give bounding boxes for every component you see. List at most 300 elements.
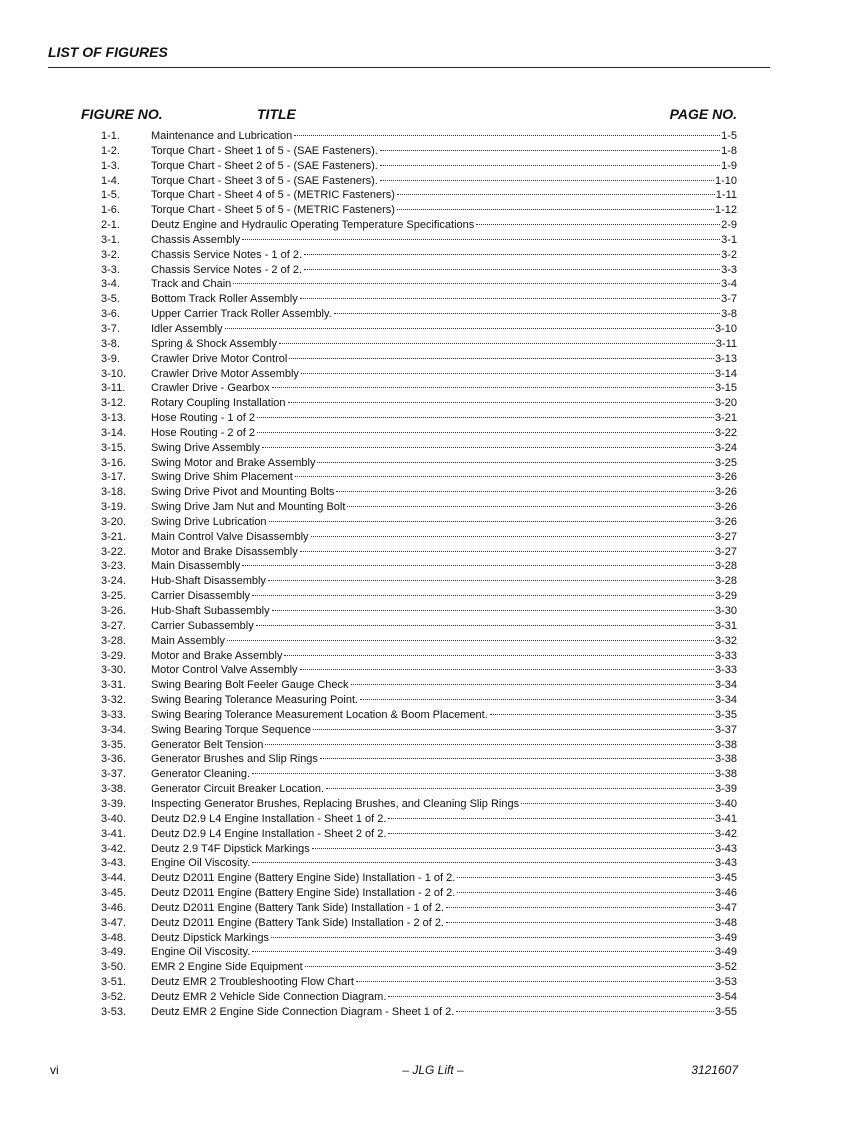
dot-leader xyxy=(300,551,714,552)
figure-entry[interactable] xyxy=(0,292,866,307)
figure-title: Deutz D2.9 L4 Engine Installation - Sheet 2 of 2. xyxy=(151,827,387,840)
figure-number: 3-19. xyxy=(101,501,127,514)
figure-title: Carrier Subassembly xyxy=(151,619,254,632)
figure-number: 3-29. xyxy=(101,649,127,662)
dot-leader xyxy=(288,402,714,403)
figure-number: 3-4. xyxy=(101,278,120,291)
figure-entry[interactable] xyxy=(0,916,866,931)
figure-title: Torque Chart - Sheet 3 of 5 - (SAE Fasteners). xyxy=(151,174,378,187)
figure-page-number: 3-22 xyxy=(714,426,737,439)
figure-entry[interactable] xyxy=(0,203,866,218)
figure-entry[interactable] xyxy=(0,990,866,1005)
figure-entry[interactable] xyxy=(0,782,866,797)
figure-number: 3-31. xyxy=(101,679,127,692)
dot-leader xyxy=(269,521,714,522)
figure-title: Swing Bearing Tolerance Measurement Location & Boom Placement. xyxy=(151,708,488,721)
figure-page-number: 1-8 xyxy=(721,144,737,157)
figure-page-number: 1-5 xyxy=(721,130,737,142)
figure-number: 3-11. xyxy=(101,382,126,395)
figure-title: Chassis Assembly xyxy=(151,233,241,246)
dot-leader xyxy=(284,655,714,656)
figure-entry-line xyxy=(151,827,737,842)
figure-title: Motor and Brake Assembly xyxy=(151,649,283,662)
figure-number: 3-48. xyxy=(101,931,127,944)
dot-leader xyxy=(242,239,720,240)
figure-page-number: 3-28 xyxy=(714,575,737,588)
dot-leader xyxy=(380,150,720,151)
figure-entry-line xyxy=(151,693,737,708)
figure-entry-line xyxy=(151,174,737,189)
figure-entry-line xyxy=(151,975,737,990)
figure-entry-line xyxy=(151,322,737,337)
dot-leader xyxy=(265,744,714,745)
figure-title: Chassis Service Notes - 1 of 2. xyxy=(151,248,303,261)
figure-page-number: 3-34 xyxy=(714,694,737,707)
figure-entry[interactable] xyxy=(0,856,866,871)
dot-leader xyxy=(257,417,714,418)
figure-entry[interactable] xyxy=(0,307,866,322)
figure-entry-line xyxy=(151,663,737,678)
figure-page-number: 3-21 xyxy=(714,412,737,425)
figure-entry[interactable] xyxy=(0,619,866,634)
figure-title: Swing Bearing Torque Sequence xyxy=(151,723,312,736)
dot-leader xyxy=(521,803,714,804)
figure-title: Deutz EMR 2 Vehicle Side Connection Diagram. xyxy=(151,990,387,1003)
dot-leader xyxy=(242,565,714,566)
page-section-title: LIST OF FIGURES xyxy=(48,44,168,60)
dot-leader xyxy=(252,773,714,774)
figure-entry[interactable] xyxy=(0,827,866,842)
figure-entry-line xyxy=(151,678,737,693)
figure-entry[interactable] xyxy=(0,752,866,767)
figure-number: 3-7. xyxy=(101,322,120,335)
figure-page-number: 3-45 xyxy=(714,872,737,885)
figure-page-number: 3-39 xyxy=(714,783,737,796)
figure-page-number: 3-53 xyxy=(714,976,737,989)
figure-page-number: 3-15 xyxy=(714,382,737,395)
figure-page-number: 3-40 xyxy=(714,797,737,810)
figure-entry-line xyxy=(151,649,737,664)
figure-entry[interactable] xyxy=(0,604,866,619)
figure-number: 1-2. xyxy=(101,144,120,157)
figure-entry-line xyxy=(151,782,737,797)
dot-leader xyxy=(313,729,714,730)
figure-page-number: 3-38 xyxy=(714,768,737,781)
figure-entry-line xyxy=(151,901,737,916)
figure-entry-line xyxy=(151,203,737,218)
figure-number: 3-16. xyxy=(101,456,127,469)
dot-leader xyxy=(272,387,714,388)
figure-number: 3-44. xyxy=(101,872,127,885)
figure-entry-line xyxy=(151,960,737,975)
title-heading: TITLE xyxy=(257,106,296,122)
figure-title: Torque Chart - Sheet 2 of 5 - (SAE Fasteners). xyxy=(151,159,378,172)
figure-number: 3-9. xyxy=(101,352,120,365)
figure-number: 3-45. xyxy=(101,887,127,900)
dot-leader xyxy=(334,313,720,314)
figure-entry-line xyxy=(151,218,737,233)
figure-entry-line xyxy=(151,515,737,530)
figure-number: 3-38. xyxy=(101,783,127,796)
dot-leader xyxy=(300,669,714,670)
figure-page-number: 3-43 xyxy=(714,857,737,870)
dot-leader xyxy=(268,580,714,581)
figure-number: 3-6. xyxy=(101,308,120,321)
figure-title: Swing Bearing Bolt Feeler Gauge Check xyxy=(151,679,349,692)
dot-leader xyxy=(326,788,714,789)
figure-number: 3-21. xyxy=(101,530,127,543)
dot-leader xyxy=(304,269,720,270)
figure-page-number: 3-33 xyxy=(714,649,737,662)
figure-entry-line xyxy=(151,886,737,901)
figure-title: Hub-Shaft Disassembly xyxy=(151,575,266,588)
figure-title: Chassis Service Notes - 2 of 2. xyxy=(151,263,303,276)
figure-entry-line xyxy=(151,1005,737,1020)
figure-entry[interactable] xyxy=(0,797,866,812)
figure-entry[interactable] xyxy=(0,337,866,352)
figure-entry-line xyxy=(151,337,737,352)
figure-page-number: 3-27 xyxy=(714,545,737,558)
dot-leader xyxy=(397,209,714,210)
figure-page-number: 3-47 xyxy=(714,901,737,914)
figure-title: Inspecting Generator Brushes, Replacing Brushes, and Cleaning Slip Rings xyxy=(151,797,520,810)
figure-title: Spring & Shock Assembly xyxy=(151,337,277,350)
footer-brand: – JLG Lift – xyxy=(402,1063,464,1077)
figure-page-number: 3-14 xyxy=(714,367,737,380)
figure-entry[interactable] xyxy=(0,931,866,946)
figure-title: Deutz EMR 2 Troubleshooting Flow Chart xyxy=(151,976,354,989)
figure-entry[interactable] xyxy=(0,129,866,144)
figure-title: Deutz Engine and Hydraulic Operating Temperature Specifications xyxy=(151,219,475,232)
figure-entry[interactable] xyxy=(0,945,866,960)
figure-number: 3-13. xyxy=(101,412,127,425)
figure-entry[interactable] xyxy=(0,545,866,560)
figure-entry[interactable] xyxy=(0,174,866,189)
dot-leader xyxy=(351,684,714,685)
figure-entry[interactable] xyxy=(0,723,866,738)
dot-leader xyxy=(227,640,714,641)
dot-leader xyxy=(320,758,714,759)
figure-page-number: 3-25 xyxy=(714,456,737,469)
figure-number: 3-27. xyxy=(101,619,127,632)
figure-number: 3-53. xyxy=(101,1005,127,1018)
figure-entry[interactable] xyxy=(0,441,866,456)
figure-title: Main Disassembly xyxy=(151,560,241,573)
footer-page-number: vi xyxy=(50,1063,59,1077)
figure-number: 3-14. xyxy=(101,426,127,439)
figure-title: Deutz D2011 Engine (Battery Engine Side) Installation - 1 of 2. xyxy=(151,872,456,885)
figure-page-number: 3-11 xyxy=(715,337,737,350)
dot-leader xyxy=(360,699,714,700)
figure-entry[interactable] xyxy=(0,767,866,782)
figure-entry-line xyxy=(151,589,737,604)
figure-page-number: 3-54 xyxy=(714,990,737,1003)
dot-leader xyxy=(301,373,714,374)
dot-leader xyxy=(457,892,714,893)
dot-leader xyxy=(262,447,714,448)
figure-page-number: 3-8 xyxy=(721,308,737,321)
figure-number: 1-1. xyxy=(101,130,120,142)
dot-leader xyxy=(380,165,720,166)
figure-entry-line xyxy=(151,188,737,203)
figure-number: 3-26. xyxy=(101,605,127,617)
figure-entry-line xyxy=(151,871,737,886)
figure-entry[interactable] xyxy=(0,901,866,916)
dot-leader xyxy=(252,951,714,952)
figure-entry[interactable] xyxy=(0,456,866,471)
figure-number: 3-24. xyxy=(101,575,127,588)
figure-title: Deutz Dipstick Markings xyxy=(151,931,269,944)
figure-title: Upper Carrier Track Roller Assembly. xyxy=(151,308,332,321)
figure-page-number: 3-26 xyxy=(714,471,737,484)
figure-entry-line xyxy=(151,277,737,292)
figure-entry-line xyxy=(151,945,737,960)
figure-number: 3-42. xyxy=(101,842,127,855)
figure-entry[interactable] xyxy=(0,842,866,857)
figure-page-number: 3-4 xyxy=(721,278,737,291)
figure-title: Maintenance and Lubrication xyxy=(151,130,293,142)
figure-page-number: 3-42 xyxy=(714,827,737,840)
figure-page-number: 1-11 xyxy=(715,189,737,202)
figure-page-number: 3-52 xyxy=(714,961,737,974)
figure-page-number: 3-48 xyxy=(714,916,737,929)
figure-title: Swing Drive Jam Nut and Mounting Bolt xyxy=(151,501,346,514)
dot-leader xyxy=(397,194,715,195)
figure-entry[interactable] xyxy=(0,738,866,753)
figure-entry[interactable] xyxy=(0,975,866,990)
figure-title: Main Control Valve Disassembly xyxy=(151,530,309,543)
figure-entry[interactable] xyxy=(0,663,866,678)
figure-entry[interactable] xyxy=(0,367,866,382)
figure-page-number: 3-3 xyxy=(721,263,737,276)
figure-number: 3-51. xyxy=(101,976,127,989)
figure-number: 3-39. xyxy=(101,797,127,810)
figure-entry[interactable] xyxy=(0,708,866,723)
figure-title: Swing Bearing Tolerance Measuring Point. xyxy=(151,694,359,707)
figure-entry-line xyxy=(151,797,737,812)
figure-entry[interactable] xyxy=(0,322,866,337)
figure-entry[interactable] xyxy=(0,396,866,411)
figure-entry-line xyxy=(151,634,737,649)
figure-entry[interactable] xyxy=(0,693,866,708)
figure-entry[interactable] xyxy=(0,500,866,515)
figure-title: Generator Brushes and Slip Rings xyxy=(151,753,318,766)
dot-leader xyxy=(312,848,714,849)
figure-number: 3-10. xyxy=(101,367,127,380)
figure-entry-line xyxy=(151,767,737,782)
figure-entry-line xyxy=(151,263,737,278)
dot-leader xyxy=(295,476,714,477)
figure-page-number: 3-49 xyxy=(714,931,737,944)
figure-title: Deutz D2.9 L4 Engine Installation - Sheet 1 of 2. xyxy=(151,812,387,825)
figure-entry[interactable] xyxy=(0,233,866,248)
figure-page-number: 3-30 xyxy=(714,605,737,617)
figure-number: 3-34. xyxy=(101,723,127,736)
figure-number: 3-49. xyxy=(101,946,127,959)
figure-title: Motor Control Valve Assembly xyxy=(151,664,298,677)
figure-title: Swing Drive Shim Placement xyxy=(151,471,293,484)
figure-title: Track and Chain xyxy=(151,278,232,291)
figure-page-number: 3-28 xyxy=(714,560,737,573)
figure-entry[interactable] xyxy=(0,159,866,174)
figure-entry[interactable] xyxy=(0,960,866,975)
dot-leader xyxy=(294,135,720,136)
figure-title: Swing Motor and Brake Assembly xyxy=(151,456,316,469)
figure-page-number: 1-12 xyxy=(714,204,737,217)
figure-entry[interactable] xyxy=(0,574,866,589)
figure-entry-line xyxy=(151,530,737,545)
figure-title: Idler Assembly xyxy=(151,322,223,335)
dot-leader xyxy=(356,981,714,982)
figure-title: Generator Belt Tension xyxy=(151,738,264,751)
figure-entry[interactable] xyxy=(0,188,866,203)
figure-entry[interactable] xyxy=(0,1005,866,1020)
figure-entry[interactable] xyxy=(0,886,866,901)
page-no-heading: PAGE NO. xyxy=(669,106,737,122)
figure-entry[interactable] xyxy=(0,470,866,485)
figure-page-number: 3-27 xyxy=(714,530,737,543)
figure-entry[interactable] xyxy=(0,515,866,530)
figure-number: 3-23. xyxy=(101,560,127,573)
figure-entry[interactable] xyxy=(0,411,866,426)
figure-page-number: 2-9 xyxy=(721,219,737,232)
figure-entry-line xyxy=(151,441,737,456)
figure-entry[interactable] xyxy=(0,649,866,664)
dot-leader xyxy=(252,595,714,596)
dot-leader xyxy=(305,966,714,967)
figure-page-number: 3-10 xyxy=(714,322,737,335)
figure-page-number: 3-37 xyxy=(714,723,737,736)
figure-number: 3-40. xyxy=(101,812,127,825)
figure-entry-line xyxy=(151,233,737,248)
figure-entry[interactable] xyxy=(0,218,866,233)
dot-leader xyxy=(457,877,714,878)
dot-leader xyxy=(233,283,720,284)
figure-entry-line xyxy=(151,738,737,753)
footer-doc-number: 3121607 xyxy=(691,1063,738,1077)
dot-leader xyxy=(272,610,714,611)
figure-entry[interactable] xyxy=(0,589,866,604)
figure-entry-line xyxy=(151,381,737,396)
figure-number: 3-3. xyxy=(101,263,120,276)
figure-entry[interactable] xyxy=(0,812,866,827)
figure-entry[interactable] xyxy=(0,485,866,500)
figure-page-number: 1-9 xyxy=(721,159,737,172)
figure-title: Crawler Drive - Gearbox xyxy=(151,382,270,395)
figure-title: Deutz EMR 2 Engine Side Connection Diagram - Sheet 1 of 2. xyxy=(151,1005,455,1018)
figure-entry[interactable] xyxy=(0,559,866,574)
figure-title: EMR 2 Engine Side Equipment xyxy=(151,961,303,974)
figure-title: Swing Drive Pivot and Mounting Bolts xyxy=(151,486,335,499)
figure-number: 3-15. xyxy=(101,441,127,454)
figure-number: 3-43. xyxy=(101,857,127,870)
dot-leader xyxy=(388,833,714,834)
figure-page-number: 3-26 xyxy=(714,486,737,499)
figure-entry-line xyxy=(151,248,737,263)
figure-title: Engine Oil Viscosity. xyxy=(151,946,251,959)
dot-leader xyxy=(446,922,714,923)
figure-number: 1-3. xyxy=(101,159,120,172)
figure-page-number: 3-34 xyxy=(714,679,737,692)
figure-number: 2-1. xyxy=(101,219,120,232)
figure-entry-line xyxy=(151,470,737,485)
dot-leader xyxy=(336,491,714,492)
dot-leader xyxy=(456,1011,714,1012)
figure-number: 3-12. xyxy=(101,397,127,410)
figure-number: 3-50. xyxy=(101,961,127,974)
dot-leader xyxy=(317,462,714,463)
dot-leader xyxy=(279,343,715,344)
figure-entry-line xyxy=(151,559,737,574)
figure-entry[interactable] xyxy=(0,871,866,886)
figure-page-number: 3-38 xyxy=(714,738,737,751)
dot-leader xyxy=(380,180,714,181)
figure-entry-line xyxy=(151,292,737,307)
dot-leader xyxy=(252,862,714,863)
figure-page-number: 3-26 xyxy=(714,501,737,514)
dot-leader xyxy=(476,224,720,225)
figure-entry-line xyxy=(151,456,737,471)
figure-number: 3-17. xyxy=(101,471,127,484)
dot-leader xyxy=(289,358,714,359)
figure-title: Carrier Disassembly xyxy=(151,590,251,603)
figure-entry-line xyxy=(151,752,737,767)
dot-leader xyxy=(257,432,714,433)
figure-entry-line xyxy=(151,307,737,322)
figure-entry[interactable] xyxy=(0,144,866,159)
figure-entry[interactable] xyxy=(0,530,866,545)
figure-title: Torque Chart - Sheet 1 of 5 - (SAE Fasteners). xyxy=(151,144,378,157)
figure-number: 3-46. xyxy=(101,901,127,914)
figure-page-number: 3-13 xyxy=(714,352,737,365)
figure-entry[interactable] xyxy=(0,678,866,693)
dot-leader xyxy=(388,818,714,819)
figure-entry[interactable] xyxy=(0,263,866,278)
figure-title: Hose Routing - 2 of 2 xyxy=(151,426,255,439)
figure-title: Swing Drive Lubrication xyxy=(151,515,267,528)
figure-entry[interactable] xyxy=(0,352,866,367)
figure-title: Deutz D2011 Engine (Battery Tank Side) Installation - 1 of 2. xyxy=(151,901,445,914)
figure-entry[interactable] xyxy=(0,277,866,292)
figure-entry[interactable] xyxy=(0,248,866,263)
figure-page-number: 3-55 xyxy=(714,1005,737,1018)
figure-no-heading: FIGURE NO. xyxy=(81,106,163,122)
figure-number: 3-33. xyxy=(101,708,127,721)
figure-entry-line xyxy=(151,604,737,619)
figure-number: 3-20. xyxy=(101,515,127,528)
figure-entry-line xyxy=(151,352,737,367)
figure-number: 3-36. xyxy=(101,753,127,766)
figure-page-number: 3-32 xyxy=(714,634,737,647)
figure-page-number: 3-33 xyxy=(714,664,737,677)
figure-entry[interactable] xyxy=(0,426,866,441)
figure-title: Torque Chart - Sheet 4 of 5 - (METRIC Fasteners) xyxy=(151,189,395,202)
figure-title: Crawler Drive Motor Assembly xyxy=(151,367,299,380)
figure-title: Generator Circuit Breaker Location. xyxy=(151,783,325,796)
figure-entry-line xyxy=(151,426,737,441)
figure-entry[interactable] xyxy=(0,381,866,396)
figure-title: Main Assembly xyxy=(151,634,225,647)
figure-number: 3-30. xyxy=(101,664,127,677)
header-divider xyxy=(48,67,770,68)
figure-title: Crawler Drive Motor Control xyxy=(151,352,288,365)
figure-title: Generator Cleaning. xyxy=(151,768,251,781)
figure-entry[interactable] xyxy=(0,634,866,649)
figure-page-number: 3-46 xyxy=(714,887,737,900)
figure-title: Swing Drive Assembly xyxy=(151,441,260,454)
figure-entry-line xyxy=(151,856,737,871)
figure-number: 3-37. xyxy=(101,768,127,781)
